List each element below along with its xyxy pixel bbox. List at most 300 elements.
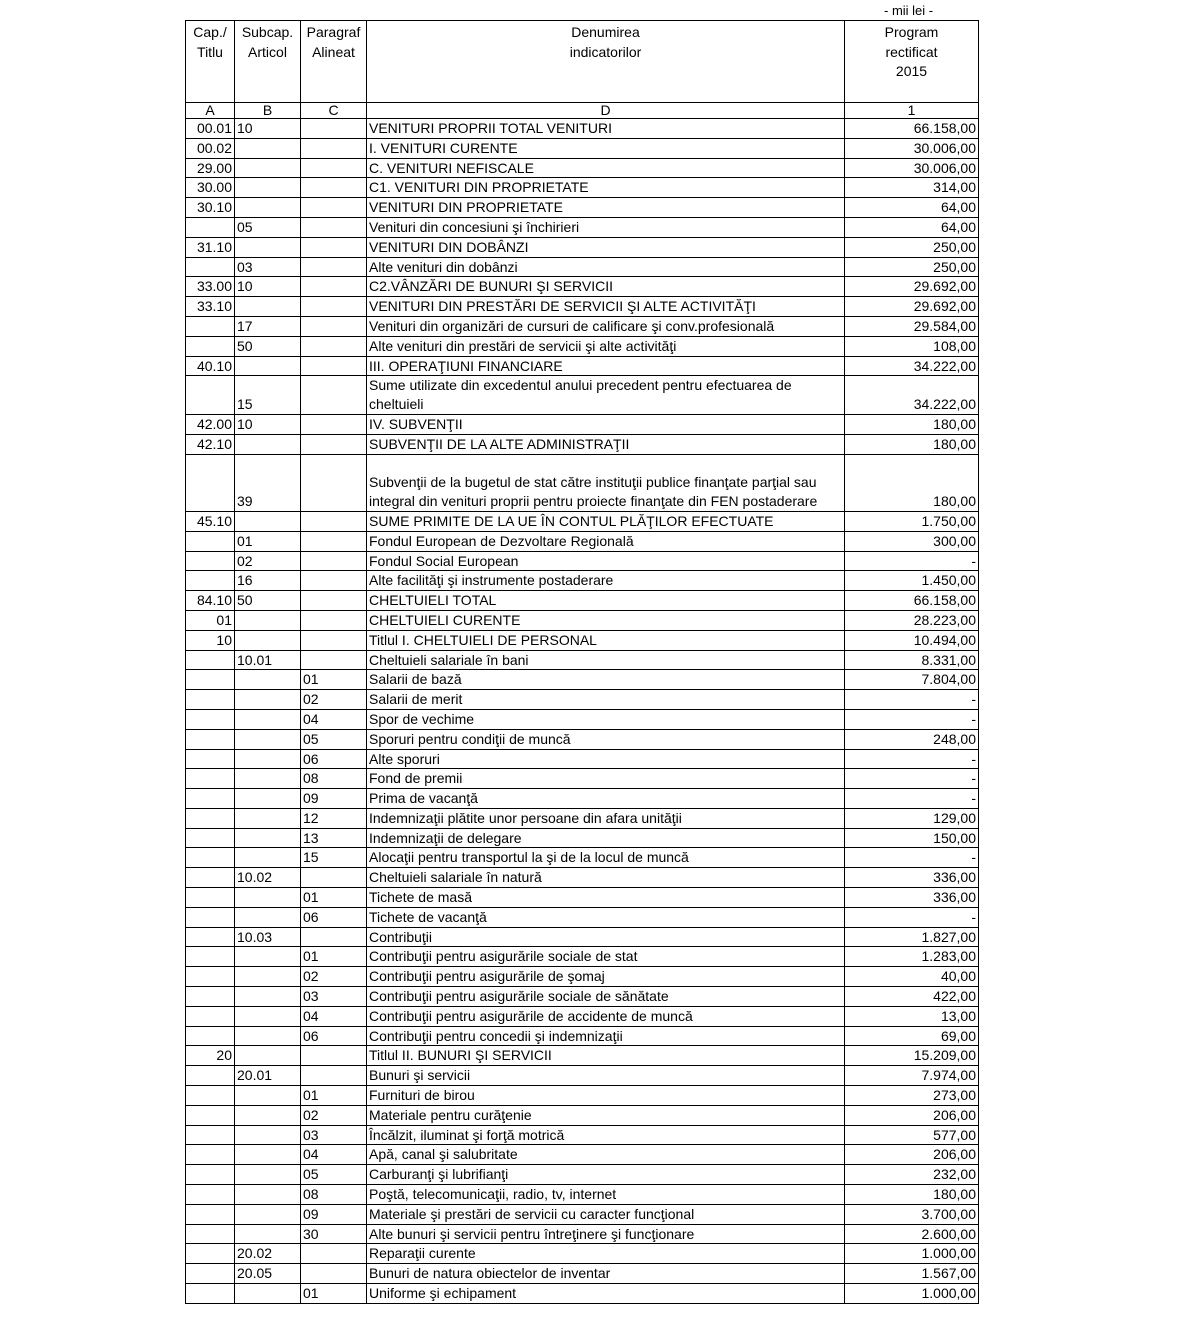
cell-denumirea: Sporuri pentru condiţii de muncă [367, 729, 845, 749]
cell-cap-titlu [186, 690, 235, 710]
cell-denumirea: SUBVENŢII DE LA ALTE ADMINISTRAŢII [367, 434, 845, 454]
cell-denumirea: Materiale şi prestări de servicii cu caracter funcţional [367, 1204, 845, 1224]
cell-cap-titlu: 42.00 [186, 414, 235, 434]
cell-denumirea: Contribuţii [367, 927, 845, 947]
cell-cap-titlu: 42.10 [186, 434, 235, 454]
cell-paragraf-alineat: 04 [301, 709, 367, 729]
cell-program-rectificat: 1.827,00 [845, 927, 979, 947]
cell-subcap-articol: 10.02 [235, 868, 301, 888]
cell-cap-titlu [186, 1026, 235, 1046]
cell-paragraf-alineat [301, 217, 367, 237]
cell-subcap-articol [235, 1026, 301, 1046]
table-row [186, 217, 979, 237]
cell-paragraf-alineat [301, 434, 367, 454]
table-row [186, 868, 979, 888]
cell-subcap-articol: 20.02 [235, 1244, 301, 1264]
cell-denumirea: Titlul II. BUNURI ŞI SERVICII [367, 1046, 845, 1066]
cell-program-rectificat: 1.567,00 [845, 1264, 979, 1284]
cell-program-rectificat: 577,00 [845, 1125, 979, 1145]
cell-denumirea: C. VENITURI NEFISCALE [367, 158, 845, 178]
cell-cap-titlu: 31.10 [186, 237, 235, 257]
cell-subcap-articol: 10 [235, 277, 301, 297]
cell-denumirea: Încălzit, iluminat şi forţă motrică [367, 1125, 845, 1145]
cell-paragraf-alineat [301, 138, 367, 158]
cell-cap-titlu [186, 828, 235, 848]
cell-denumirea: Contribuţii pentru concedii şi indemnizaţii [367, 1026, 845, 1046]
cell-subcap-articol [235, 178, 301, 198]
table-row [186, 967, 979, 987]
header-subcap-articol: Subcap. Articol [235, 21, 301, 103]
cell-paragraf-alineat [301, 454, 367, 511]
cell-subcap-articol [235, 356, 301, 376]
cell-program-rectificat: 248,00 [845, 729, 979, 749]
cell-program-rectificat: 13,00 [845, 1006, 979, 1026]
cell-program-rectificat: 30.006,00 [845, 138, 979, 158]
cell-subcap-articol: 02 [235, 551, 301, 571]
cell-denumirea: VENITURI DIN PROPRIETATE [367, 198, 845, 218]
cell-cap-titlu [186, 670, 235, 690]
cell-cap-titlu: 30.10 [186, 198, 235, 218]
table-row [186, 987, 979, 1007]
cell-program-rectificat: 10.494,00 [845, 630, 979, 650]
cell-subcap-articol: 01 [235, 531, 301, 551]
cell-subcap-articol [235, 729, 301, 749]
cell-denumirea: Indemnizaţii de delegare [367, 828, 845, 848]
cell-subcap-articol [235, 987, 301, 1007]
cell-program-rectificat: 180,00 [845, 434, 979, 454]
cell-paragraf-alineat [301, 591, 367, 611]
cell-program-rectificat: 2.600,00 [845, 1224, 979, 1244]
cell-cap-titlu [186, 1165, 235, 1185]
cell-subcap-articol: 15 [235, 376, 301, 415]
cell-program-rectificat: 3.700,00 [845, 1204, 979, 1224]
table-row [186, 591, 979, 611]
budget-table [185, 20, 979, 1304]
cell-subcap-articol: 20.01 [235, 1066, 301, 1086]
table-row [186, 690, 979, 710]
table-row [186, 1046, 979, 1066]
table-row [186, 1204, 979, 1224]
cell-cap-titlu [186, 1185, 235, 1205]
cell-denumirea: Cheltuieli salariale în natură [367, 868, 845, 888]
cell-cap-titlu: 45.10 [186, 511, 235, 531]
cell-program-rectificat: - [845, 789, 979, 809]
cell-paragraf-alineat: 09 [301, 789, 367, 809]
cell-cap-titlu [186, 1244, 235, 1264]
cell-paragraf-alineat: 02 [301, 967, 367, 987]
cell-program-rectificat: 7.974,00 [845, 1066, 979, 1086]
cell-program-rectificat: 1.000,00 [845, 1284, 979, 1304]
cell-denumirea: Venituri din organizări de cursuri de calificare şi conv.profesională [367, 316, 845, 336]
cell-denumirea: Cheltuieli salariale în bani [367, 650, 845, 670]
cell-denumirea: Tichete de masă [367, 888, 845, 908]
letter-1: 1 [845, 103, 979, 119]
letters-row [186, 103, 979, 119]
cell-subcap-articol: 50 [235, 591, 301, 611]
cell-program-rectificat: - [845, 769, 979, 789]
cell-program-rectificat: 336,00 [845, 868, 979, 888]
cell-denumirea: Materiale pentru curăţenie [367, 1105, 845, 1125]
cell-cap-titlu: 40.10 [186, 356, 235, 376]
cell-subcap-articol [235, 690, 301, 710]
table-row [186, 178, 979, 198]
cell-denumirea: Carburanţi şi lubrifianţi [367, 1165, 845, 1185]
table-row [186, 828, 979, 848]
table-row [186, 1026, 979, 1046]
cell-program-rectificat: 180,00 [845, 454, 979, 511]
cell-paragraf-alineat [301, 356, 367, 376]
table-row [186, 138, 979, 158]
cell-cap-titlu [186, 316, 235, 336]
cell-cap-titlu: 00.02 [186, 138, 235, 158]
cell-subcap-articol: 16 [235, 571, 301, 591]
table-row [186, 1006, 979, 1026]
table-row [186, 277, 979, 297]
cell-cap-titlu [186, 531, 235, 551]
cell-program-rectificat: 64,00 [845, 198, 979, 218]
cell-program-rectificat: 206,00 [845, 1145, 979, 1165]
cell-program-rectificat: 129,00 [845, 808, 979, 828]
cell-subcap-articol: 10.03 [235, 927, 301, 947]
cell-subcap-articol: 03 [235, 257, 301, 277]
cell-paragraf-alineat [301, 316, 367, 336]
cell-program-rectificat: - [845, 907, 979, 927]
cell-subcap-articol [235, 630, 301, 650]
table-row [186, 1165, 979, 1185]
table-row [186, 198, 979, 218]
cell-subcap-articol [235, 198, 301, 218]
cell-paragraf-alineat: 03 [301, 1125, 367, 1145]
cell-subcap-articol [235, 1284, 301, 1304]
cell-denumirea: Contribuţii pentru asigurările de şomaj [367, 967, 845, 987]
cell-denumirea: Fondul Social European [367, 551, 845, 571]
cell-cap-titlu: 84.10 [186, 591, 235, 611]
table-row [186, 336, 979, 356]
cell-denumirea: CHELTUIELI CURENTE [367, 610, 845, 630]
table-row [186, 1105, 979, 1125]
table-row [186, 511, 979, 531]
cell-denumirea: VENITURI PROPRII TOTAL VENITURI [367, 119, 845, 139]
table-row [186, 356, 979, 376]
cell-paragraf-alineat [301, 257, 367, 277]
cell-paragraf-alineat: 04 [301, 1006, 367, 1026]
table-row [186, 414, 979, 434]
table-row [186, 571, 979, 591]
cell-denumirea: Bunuri şi servicii [367, 1066, 845, 1086]
cell-program-rectificat: 1.000,00 [845, 1244, 979, 1264]
header-denumirea: Denumirea indicatorilor [367, 21, 845, 103]
cell-denumirea: IV. SUBVENŢII [367, 414, 845, 434]
cell-cap-titlu: 33.10 [186, 297, 235, 317]
table-row [186, 376, 979, 415]
cell-subcap-articol [235, 1185, 301, 1205]
table-row [186, 257, 979, 277]
cell-paragraf-alineat [301, 1264, 367, 1284]
cell-subcap-articol [235, 749, 301, 769]
cell-program-rectificat: 64,00 [845, 217, 979, 237]
cell-denumirea: Poştă, telecomunicaţii, radio, tv, internet [367, 1185, 845, 1205]
cell-subcap-articol [235, 138, 301, 158]
cell-program-rectificat: 40,00 [845, 967, 979, 987]
cell-program-rectificat: 422,00 [845, 987, 979, 1007]
table-row [186, 531, 979, 551]
letter-a: A [186, 103, 235, 119]
table-row [186, 158, 979, 178]
cell-cap-titlu: 01 [186, 610, 235, 630]
cell-paragraf-alineat: 03 [301, 987, 367, 1007]
cell-program-rectificat: 1.283,00 [845, 947, 979, 967]
table-row [186, 297, 979, 317]
cell-cap-titlu: 29.00 [186, 158, 235, 178]
cell-cap-titlu [186, 1066, 235, 1086]
cell-program-rectificat: - [845, 690, 979, 710]
cell-denumirea: Alte sporuri [367, 749, 845, 769]
cell-program-rectificat: 180,00 [845, 414, 979, 434]
cell-paragraf-alineat [301, 511, 367, 531]
cell-subcap-articol [235, 769, 301, 789]
cell-program-rectificat: 206,00 [845, 1105, 979, 1125]
cell-denumirea: Uniforme şi echipament [367, 1284, 845, 1304]
cell-program-rectificat: 29.584,00 [845, 316, 979, 336]
cell-paragraf-alineat: 04 [301, 1145, 367, 1165]
unit-label: - mii lei - [884, 3, 934, 18]
letter-d: D [367, 103, 845, 119]
table-row [186, 927, 979, 947]
cell-paragraf-alineat [301, 336, 367, 356]
cell-paragraf-alineat: 01 [301, 1086, 367, 1106]
table-row [186, 670, 979, 690]
cell-cap-titlu [186, 1264, 235, 1284]
cell-denumirea: Prima de vacanţă [367, 789, 845, 809]
cell-denumirea: Alte venituri din dobânzi [367, 257, 845, 277]
cell-cap-titlu [186, 808, 235, 828]
cell-paragraf-alineat [301, 610, 367, 630]
cell-denumirea: Alte bunuri şi servicii pentru întreţinere şi funcţionare [367, 1224, 845, 1244]
table-row [186, 1066, 979, 1086]
cell-program-rectificat: 34.222,00 [845, 356, 979, 376]
cell-paragraf-alineat: 06 [301, 1026, 367, 1046]
cell-denumirea: Sume utilizate din excedentul anului precedent pentru efectuarea de cheltuieli [367, 376, 845, 415]
cell-cap-titlu [186, 987, 235, 1007]
cell-subcap-articol [235, 828, 301, 848]
cell-denumirea: Subvenţii de la bugetul de stat către instituţii publice finanţate parţial sau integral din venituri proprii pentru proiecte finanţate din FEN postaderare [367, 454, 845, 511]
cell-subcap-articol [235, 237, 301, 257]
cell-cap-titlu [186, 1105, 235, 1125]
cell-subcap-articol [235, 670, 301, 690]
header-cap-titlu: Cap./ Titlu [186, 21, 235, 103]
table-row [186, 769, 979, 789]
cell-denumirea: Alte venituri din prestări de servicii şi alte activităţi [367, 336, 845, 356]
cell-subcap-articol [235, 709, 301, 729]
cell-subcap-articol [235, 967, 301, 987]
cell-subcap-articol [235, 1105, 301, 1125]
cell-program-rectificat: 29.692,00 [845, 277, 979, 297]
cell-subcap-articol: 10 [235, 119, 301, 139]
cell-cap-titlu: 33.00 [186, 277, 235, 297]
cell-cap-titlu [186, 454, 235, 511]
header-program-rectificat: Program rectificat 2015 [845, 21, 979, 103]
cell-cap-titlu [186, 888, 235, 908]
cell-subcap-articol [235, 158, 301, 178]
cell-program-rectificat: 1.750,00 [845, 511, 979, 531]
cell-paragraf-alineat: 30 [301, 1224, 367, 1244]
table-row [186, 551, 979, 571]
cell-denumirea: Alte facilităţi şi instrumente postaderare [367, 571, 845, 591]
cell-subcap-articol: 10.01 [235, 650, 301, 670]
cell-cap-titlu [186, 650, 235, 670]
cell-paragraf-alineat [301, 198, 367, 218]
cell-cap-titlu [186, 1145, 235, 1165]
cell-program-rectificat: 250,00 [845, 237, 979, 257]
cell-paragraf-alineat: 13 [301, 828, 367, 848]
cell-paragraf-alineat [301, 1244, 367, 1264]
cell-program-rectificat: - [845, 749, 979, 769]
cell-subcap-articol [235, 1006, 301, 1026]
cell-program-rectificat: 34.222,00 [845, 376, 979, 415]
cell-denumirea: Tichete de vacanţă [367, 907, 845, 927]
cell-denumirea: Alocaţii pentru transportul la şi de la locul de muncă [367, 848, 845, 868]
cell-cap-titlu: 10 [186, 630, 235, 650]
cell-cap-titlu [186, 947, 235, 967]
cell-cap-titlu [186, 749, 235, 769]
cell-paragraf-alineat [301, 1066, 367, 1086]
cell-denumirea: SUME PRIMITE DE LA UE ÎN CONTUL PLĂŢILOR EFECTUATE [367, 511, 845, 531]
cell-denumirea: Fond de premii [367, 769, 845, 789]
cell-cap-titlu [186, 336, 235, 356]
cell-cap-titlu [186, 1224, 235, 1244]
cell-cap-titlu: 30.00 [186, 178, 235, 198]
cell-paragraf-alineat: 01 [301, 670, 367, 690]
cell-program-rectificat: 314,00 [845, 178, 979, 198]
cell-cap-titlu [186, 769, 235, 789]
cell-paragraf-alineat [301, 297, 367, 317]
cell-cap-titlu [186, 217, 235, 237]
cell-denumirea: Titlul I. CHELTUIELI DE PERSONAL [367, 630, 845, 650]
cell-paragraf-alineat [301, 277, 367, 297]
cell-subcap-articol [235, 511, 301, 531]
cell-denumirea: III. OPERAŢIUNI FINANCIARE [367, 356, 845, 376]
cell-program-rectificat: 108,00 [845, 336, 979, 356]
cell-cap-titlu [186, 729, 235, 749]
cell-subcap-articol [235, 1204, 301, 1224]
cell-paragraf-alineat [301, 551, 367, 571]
table-row [186, 907, 979, 927]
cell-subcap-articol: 50 [235, 336, 301, 356]
cell-cap-titlu [186, 927, 235, 947]
cell-denumirea: Apă, canal şi salubritate [367, 1145, 845, 1165]
cell-cap-titlu [186, 257, 235, 277]
letter-b: B [235, 103, 301, 119]
cell-subcap-articol [235, 1125, 301, 1145]
cell-program-rectificat: 69,00 [845, 1026, 979, 1046]
table-row [186, 1264, 979, 1284]
cell-cap-titlu [186, 1086, 235, 1106]
cell-subcap-articol [235, 434, 301, 454]
cell-subcap-articol: 39 [235, 454, 301, 511]
cell-denumirea: CHELTUIELI TOTAL [367, 591, 845, 611]
cell-program-rectificat: - [845, 551, 979, 571]
cell-cap-titlu [186, 1284, 235, 1304]
cell-subcap-articol [235, 1165, 301, 1185]
table-row [186, 610, 979, 630]
table-row [186, 119, 979, 139]
cell-denumirea: Spor de vechime [367, 709, 845, 729]
table-row [186, 1145, 979, 1165]
cell-paragraf-alineat: 06 [301, 749, 367, 769]
cell-program-rectificat: 8.331,00 [845, 650, 979, 670]
cell-paragraf-alineat [301, 927, 367, 947]
cell-subcap-articol [235, 789, 301, 809]
cell-subcap-articol: 05 [235, 217, 301, 237]
cell-subcap-articol [235, 907, 301, 927]
table-row [186, 888, 979, 908]
cell-subcap-articol [235, 848, 301, 868]
cell-denumirea: C1. VENITURI DIN PROPRIETATE [367, 178, 845, 198]
cell-program-rectificat: 150,00 [845, 828, 979, 848]
cell-paragraf-alineat: 08 [301, 769, 367, 789]
cell-cap-titlu [186, 571, 235, 591]
cell-paragraf-alineat: 05 [301, 729, 367, 749]
cell-denumirea: Contribuţii pentru asigurările sociale de stat [367, 947, 845, 967]
cell-paragraf-alineat: 12 [301, 808, 367, 828]
table-row [186, 1244, 979, 1264]
table-row [186, 808, 979, 828]
cell-cap-titlu [186, 376, 235, 415]
table-row [186, 1185, 979, 1205]
cell-denumirea: Indemnizaţii plătite unor persoane din afara unităţii [367, 808, 845, 828]
cell-paragraf-alineat: 05 [301, 1165, 367, 1185]
cell-program-rectificat: 66.158,00 [845, 591, 979, 611]
cell-program-rectificat: 30.006,00 [845, 158, 979, 178]
cell-paragraf-alineat [301, 630, 367, 650]
cell-denumirea: Fondul European de Dezvoltare Regională [367, 531, 845, 551]
cell-paragraf-alineat [301, 650, 367, 670]
cell-paragraf-alineat [301, 178, 367, 198]
cell-paragraf-alineat [301, 868, 367, 888]
table-row [186, 1224, 979, 1244]
table-row [186, 630, 979, 650]
cell-program-rectificat: - [845, 848, 979, 868]
cell-denumirea: Contribuţii pentru asigurările de accidente de muncă [367, 1006, 845, 1026]
cell-program-rectificat: 250,00 [845, 257, 979, 277]
cell-denumirea: Venituri din concesiuni şi închirieri [367, 217, 845, 237]
cell-program-rectificat: 66.158,00 [845, 119, 979, 139]
table-row [186, 1086, 979, 1106]
cell-cap-titlu [186, 551, 235, 571]
table-row [186, 454, 979, 511]
cell-denumirea: Contribuţii pentru asigurările sociale de sănătate [367, 987, 845, 1007]
cell-subcap-articol [235, 808, 301, 828]
cell-program-rectificat: 300,00 [845, 531, 979, 551]
header-paragraf-alineat: Paragraf Alineat [301, 21, 367, 103]
cell-program-rectificat: - [845, 709, 979, 729]
cell-paragraf-alineat: 08 [301, 1185, 367, 1205]
table-row [186, 848, 979, 868]
cell-denumirea: C2.VÂNZĂRI DE BUNURI ŞI SERVICII [367, 277, 845, 297]
cell-denumirea: Salarii de merit [367, 690, 845, 710]
table-row [186, 789, 979, 809]
cell-denumirea: I. VENITURI CURENTE [367, 138, 845, 158]
table-row [186, 729, 979, 749]
cell-denumirea: Furnituri de birou [367, 1086, 845, 1106]
table-row [186, 650, 979, 670]
cell-subcap-articol [235, 888, 301, 908]
cell-cap-titlu [186, 868, 235, 888]
table-row [186, 1125, 979, 1145]
cell-program-rectificat: 180,00 [845, 1185, 979, 1205]
cell-cap-titlu [186, 1006, 235, 1026]
cell-program-rectificat: 7.804,00 [845, 670, 979, 690]
